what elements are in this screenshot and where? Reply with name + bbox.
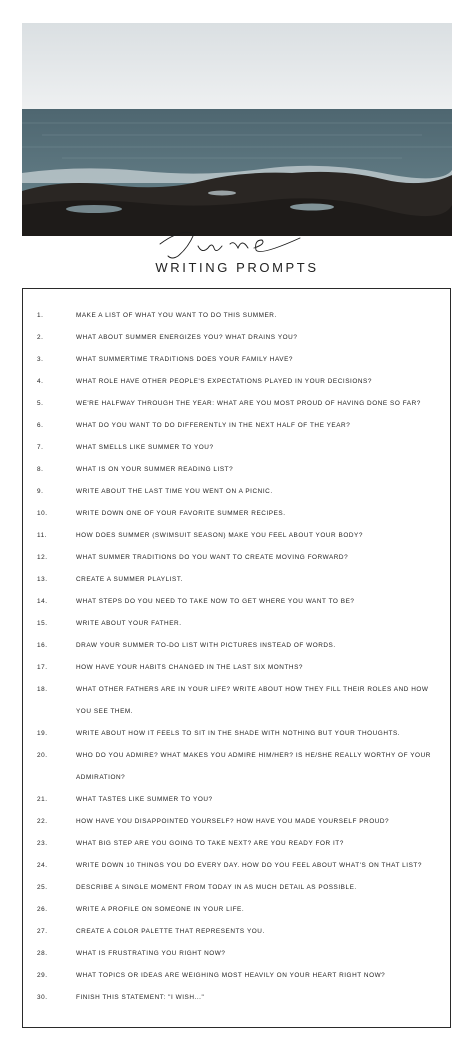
prompt-number: 6. [37,422,44,429]
prompt-text: WRITE ABOUT THE LAST TIME YOU WENT ON A PICNIC. [76,488,273,495]
prompt-number: 12. [37,554,48,561]
prompt-text: FINISH THIS STATEMENT: "I WISH..." [76,994,205,1001]
hero-ocean-photo [22,23,452,236]
prompt-item [23,811,450,833]
prompt-item [23,371,450,393]
prompt-item [23,591,450,613]
prompt-item [23,723,450,745]
prompt-text: WHAT ABOUT SUMMER ENERGIZES YOU? WHAT DRAINS YOU? [76,334,298,341]
prompt-number: 2. [37,334,44,341]
prompt-item [23,745,450,789]
prompt-number: 10. [37,510,48,517]
prompt-item [23,305,450,327]
prompt-item [23,833,450,855]
prompt-number: 13. [37,576,48,583]
prompt-item [23,437,450,459]
prompt-item [23,877,450,899]
page-subtitle: WRITING PROMPTS [155,260,319,275]
prompt-number: 24. [37,862,48,869]
prompt-item [23,613,450,635]
prompt-number: 30. [37,994,48,1001]
prompt-item [23,393,450,415]
prompt-text: WHO DO YOU ADMIRE? WHAT MAKES YOU ADMIRE HIM/HER? IS HE/SHE REALLY WORTHY OF YOUR ADMIRATION? [76,752,431,781]
prompt-text: WRITE DOWN ONE OF YOUR FAVORITE SUMMER RECIPES. [76,510,286,517]
prompt-number: 17. [37,664,48,671]
prompt-number: 21. [37,796,48,803]
prompt-number: 26. [37,906,48,913]
prompt-text: HOW HAVE YOU DISAPPOINTED YOURSELF? HOW HAVE YOU MADE YOURSELF PROUD? [76,818,390,825]
prompt-text: DRAW YOUR SUMMER TO-DO LIST WITH PICTURES INSTEAD OF WORDS. [76,642,336,649]
prompt-text: WHAT DO YOU WANT TO DO DIFFERENTLY IN THE NEXT HALF OF THE YEAR? [76,422,351,429]
prompt-item [23,459,450,481]
prompt-item [23,899,450,921]
prompt-text: CREATE A COLOR PALETTE THAT REPRESENTS YOU. [76,928,265,935]
prompt-number: 23. [37,840,48,847]
prompt-text: WHAT TOPICS OR IDEAS ARE WEIGHING MOST HEAVILY ON YOUR HEART RIGHT NOW? [76,972,386,979]
prompt-text: WHAT STEPS DO YOU NEED TO TAKE NOW TO GET WHERE YOU WANT TO BE? [76,598,355,605]
prompt-text: WHAT BIG STEP ARE YOU GOING TO TAKE NEXT? ARE YOU READY FOR IT? [76,840,344,847]
prompt-text: WRITE DOWN 10 THINGS YOU DO EVERY DAY. HOW DO YOU FEEL ABOUT WHAT'S ON THAT LIST? [76,862,422,869]
prompt-item [23,943,450,965]
prompt-item [23,525,450,547]
prompt-item [23,855,450,877]
prompt-list [23,305,450,1009]
prompt-number: 4. [37,378,44,385]
prompt-item [23,327,450,349]
prompt-text: WHAT SMELLS LIKE SUMMER TO YOU? [76,444,214,451]
prompts-box [22,288,451,1028]
prompt-text: WHAT TASTES LIKE SUMMER TO YOU? [76,796,213,803]
prompt-item [23,569,450,591]
prompt-text: HOW DOES SUMMER (SWIMSUIT SEASON) MAKE YOU FEEL ABOUT YOUR BODY? [76,532,363,539]
prompt-text: WE'RE HALFWAY THROUGH THE YEAR: WHAT ARE YOU MOST PROUD OF HAVING DONE SO FAR? [76,400,421,407]
prompt-number: 25. [37,884,48,891]
prompt-number: 16. [37,642,48,649]
prompt-number: 22. [37,818,48,825]
prompt-text: WHAT IS FRUSTRATING YOU RIGHT NOW? [76,950,226,957]
prompt-number: 28. [37,950,48,957]
prompt-number: 11. [37,532,48,539]
prompt-number: 18. [37,686,48,693]
prompt-number: 19. [37,730,48,737]
prompt-number: 29. [37,972,48,979]
prompt-item [23,657,450,679]
prompt-number: 1. [37,312,44,319]
prompt-number: 15. [37,620,48,627]
prompt-number: 3. [37,356,44,363]
prompt-item [23,349,450,371]
prompt-text: WRITE A PROFILE ON SOMEONE IN YOUR LIFE. [76,906,245,913]
prompt-number: 20. [37,752,48,759]
prompt-number: 7. [37,444,44,451]
prompt-item [23,503,450,525]
prompt-text: DESCRIBE A SINGLE MOMENT FROM TODAY IN AS MUCH DETAIL AS POSSIBLE. [76,884,357,891]
prompt-item [23,679,450,723]
prompt-number: 14. [37,598,48,605]
prompt-text: MAKE A LIST OF WHAT YOU WANT TO DO THIS SUMMER. [76,312,277,319]
prompt-item [23,481,450,503]
prompt-text: WRITE ABOUT HOW IT FEELS TO SIT IN THE SHADE WITH NOTHING BUT YOUR THOUGHTS. [76,730,401,737]
prompt-item [23,987,450,1009]
prompt-text: WHAT ROLE HAVE OTHER PEOPLE'S EXPECTATIONS PLAYED IN YOUR DECISIONS? [76,378,372,385]
prompt-text: HOW HAVE YOUR HABITS CHANGED IN THE LAST SIX MONTHS? [76,664,303,671]
prompt-text: WHAT IS ON YOUR SUMMER READING LIST? [76,466,234,473]
prompt-item [23,921,450,943]
prompt-text: WHAT OTHER FATHERS ARE IN YOUR LIFE? WRITE ABOUT HOW THEY FILL THEIR ROLES AND HOW YOU SEE THEM. [76,686,429,715]
prompt-text: WHAT SUMMERTIME TRADITIONS DOES YOUR FAMILY HAVE? [76,356,294,363]
prompt-item [23,547,450,569]
prompt-number: 8. [37,466,44,473]
prompt-item [23,415,450,437]
prompt-number: 9. [37,488,44,495]
prompt-item [23,965,450,987]
prompt-number: 5. [37,400,44,407]
prompt-text: WRITE ABOUT YOUR FATHER. [76,620,182,627]
prompt-number: 27. [37,928,48,935]
prompt-item [23,635,450,657]
prompt-text: WHAT SUMMER TRADITIONS DO YOU WANT TO CREATE MOVING FORWARD? [76,554,349,561]
prompt-text: CREATE A SUMMER PLAYLIST. [76,576,183,583]
prompt-item [23,789,450,811]
